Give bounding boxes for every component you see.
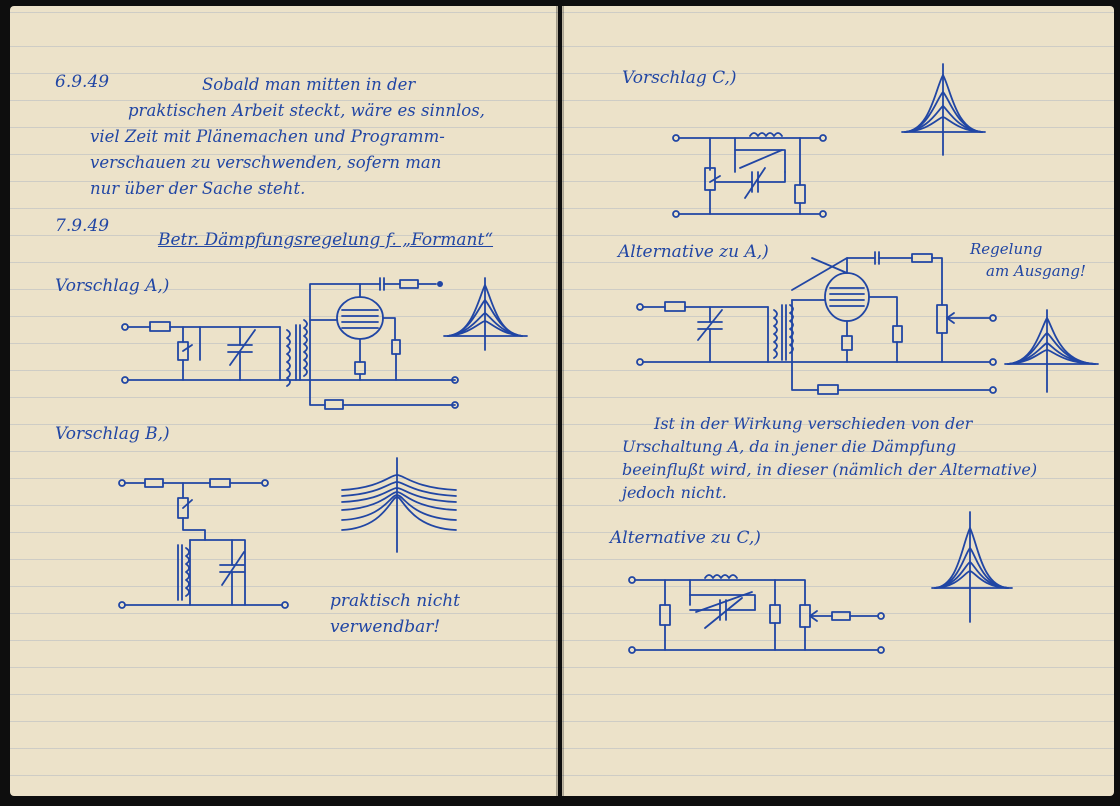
paragraph-line: verschauen zu verschwenden, sofern man bbox=[90, 153, 442, 172]
note-line: Regelung bbox=[970, 240, 1043, 258]
suggestion-a-label: Vorschlag A,) bbox=[55, 276, 170, 296]
circuit-sketch-a bbox=[122, 278, 458, 409]
section-heading: Betr. Dämpfungsregelung f. „Formant“ bbox=[158, 230, 494, 250]
paragraph-line: jedoch nicht. bbox=[622, 483, 727, 502]
circuit-sketch-alt-c bbox=[629, 575, 884, 653]
curve-family-b bbox=[342, 458, 456, 552]
paragraph-line: viel Zeit mit Plänemachen und Programm- bbox=[90, 127, 445, 146]
paragraph-line: beeinflußt wird, in dieser (nämlich der Alternative) bbox=[622, 460, 1038, 479]
circuit-sketch-c bbox=[673, 133, 826, 217]
note-line: verwendbar! bbox=[330, 617, 441, 637]
circuit-sketch-alt-a bbox=[637, 252, 996, 394]
date-entry-2: 7.9.49 bbox=[55, 216, 110, 236]
alternative-c-label: Alternative zu C,) bbox=[610, 528, 761, 548]
date-entry-1: 6.9.49 bbox=[55, 72, 110, 92]
paragraph-line: Urschaltung A, da in jener die Dämpfung bbox=[622, 437, 957, 456]
note-line: praktisch nicht bbox=[330, 591, 460, 611]
suggestion-b-label: Vorschlag B,) bbox=[55, 424, 170, 444]
resonance-curve-alt-c bbox=[932, 512, 1012, 622]
paragraph-line: praktischen Arbeit steckt, wäre es sinnlos, bbox=[128, 101, 485, 120]
resonance-curve-c bbox=[902, 64, 985, 155]
paragraph-line: nur über der Sache steht. bbox=[90, 179, 306, 198]
resonance-curve-a bbox=[444, 278, 527, 350]
paragraph-line: Sobald man mitten in der bbox=[202, 75, 416, 94]
resonance-curve-alt-a bbox=[1005, 310, 1098, 392]
note-line: am Ausgang! bbox=[986, 262, 1086, 280]
alternative-a-label: Alternative zu A,) bbox=[618, 242, 769, 262]
paragraph-line: Ist in der Wirkung verschieden von der bbox=[654, 414, 973, 433]
circuit-sketch-b bbox=[119, 479, 288, 608]
suggestion-c-label: Vorschlag C,) bbox=[622, 68, 737, 88]
